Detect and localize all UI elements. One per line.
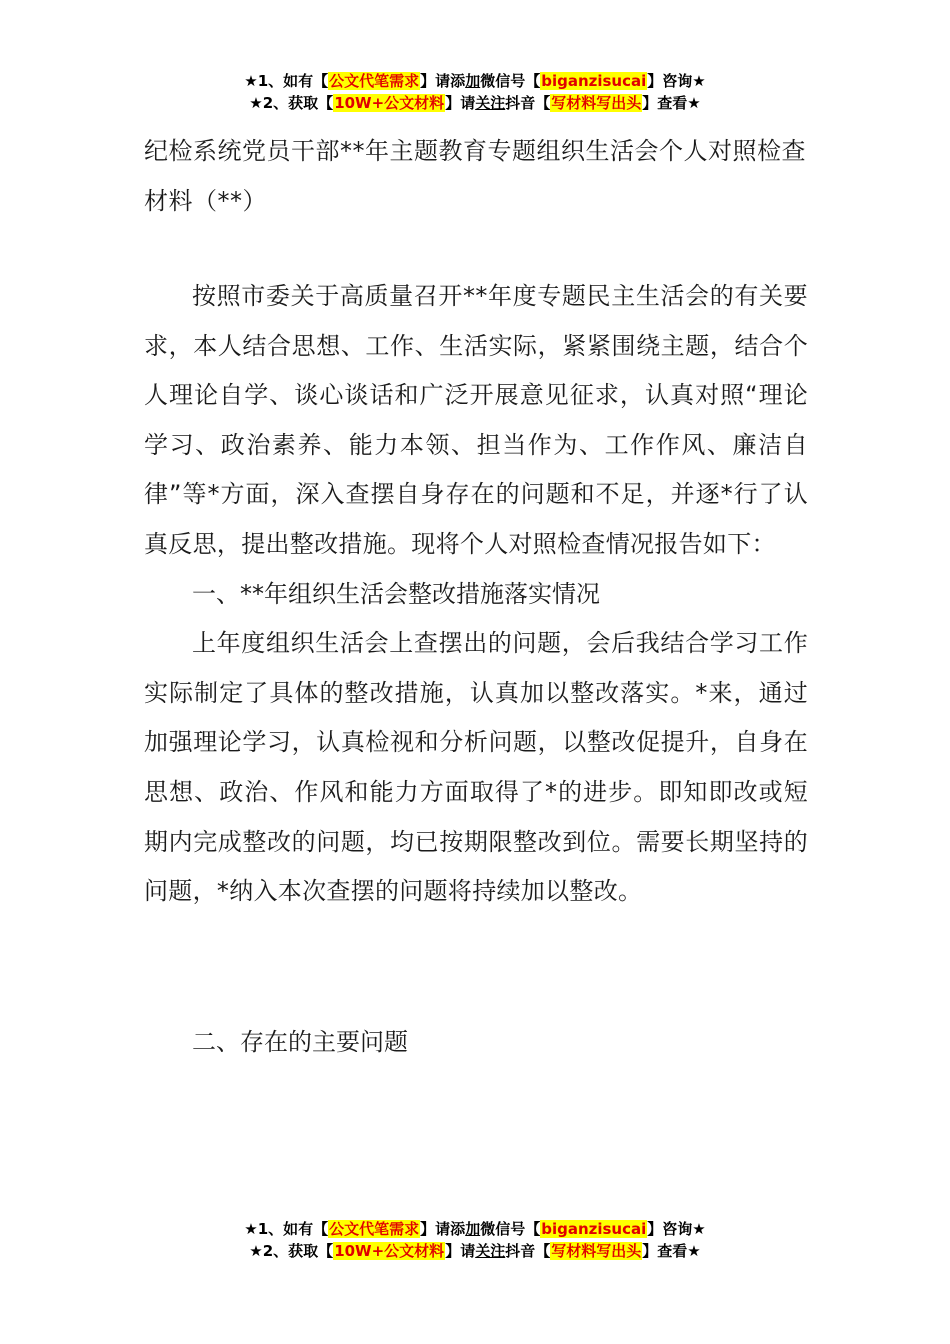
banner-line-1	[0, 70, 950, 92]
top-banner	[0, 70, 950, 114]
paragraph-intro: 按照市委关于高质量召开**年度专题民主生活会的有关要求，本人结合思想、工作、生活实际，紧紧围绕主题，结合个人理论自学、谈心谈话和广泛开展意见征求，认真对照“理论学习、政治素养、能力本领、担当作为、工作作风、廉洁自律”等*方面，深入查摆自身存在的问题和不足，并逐*行了认真反思，提出整改措施。现将个人对照检查情况报告如下：	[144, 282, 808, 558]
banner-text-underlined: 加	[465, 72, 481, 90]
highlight-wechat-id: biganzisucai	[541, 1220, 647, 1238]
document-title: 纪检系统党员干部**年主题教育专题组织生活会个人对照检查材料（**）	[144, 137, 806, 215]
banner-text: 抖音【	[505, 1242, 551, 1260]
banner-text: ★1、如有【	[244, 1220, 329, 1238]
banner-text-underlined: 关注	[475, 94, 506, 112]
banner-text: 】请添	[420, 1220, 466, 1238]
banner-text: 】请添	[420, 72, 466, 90]
banner-text: 微信号【	[480, 72, 541, 90]
banner-text: 】咨询★	[647, 1220, 706, 1238]
banner-text-underlined: 加	[465, 1220, 481, 1238]
banner-line-2	[0, 1240, 950, 1262]
banner-text: ★2、获取【	[249, 94, 334, 112]
document-body	[144, 272, 808, 917]
banner-text: 抖音【	[505, 94, 551, 112]
paragraph-rectification: 上年度组织生活会上查摆出的问题，会后我结合学习工作实际制定了具体的整改措施，认真加以整改落实。*来，通过加强理论学习，认真检视和分析问题，以整改促提升，自身在思想、政治、作风和能力方面取得了*的进步。即知即改或短期内完成整改的问题，均已按期限整改到位。需要长期坚持的问题，*纳入本次查摆的问题将持续加以整改。	[144, 629, 808, 906]
banner-text-underlined: 关注	[475, 1242, 506, 1260]
banner-line-2	[0, 92, 950, 114]
bottom-banner	[0, 1218, 950, 1262]
banner-text: 】查看★	[642, 1242, 701, 1260]
banner-text: 】请	[445, 1242, 476, 1260]
section-heading-2: 二、存在的主要问题	[192, 1028, 408, 1056]
highlight-douyin-account: 写材料写出头	[551, 94, 642, 112]
banner-line-1	[0, 1218, 950, 1240]
banner-text: 】查看★	[642, 94, 701, 112]
highlight-materials: 10W+公文材料	[334, 94, 445, 112]
highlight-wechat-id: biganzisucai	[541, 72, 647, 90]
highlight-materials: 10W+公文材料	[334, 1242, 445, 1260]
banner-text: ★2、获取【	[249, 1242, 334, 1260]
banner-text: 】咨询★	[647, 72, 706, 90]
highlight-service: 公文代笔需求	[329, 1220, 420, 1238]
section-heading-1: 一、**年组织生活会整改措施落实情况	[192, 579, 600, 608]
banner-text: 微信号【	[480, 1220, 541, 1238]
banner-text: 】请	[445, 94, 476, 112]
highlight-douyin-account: 写材料写出头	[551, 1242, 642, 1260]
banner-text: ★1、如有【	[244, 72, 329, 90]
highlight-service: 公文代笔需求	[329, 72, 420, 90]
